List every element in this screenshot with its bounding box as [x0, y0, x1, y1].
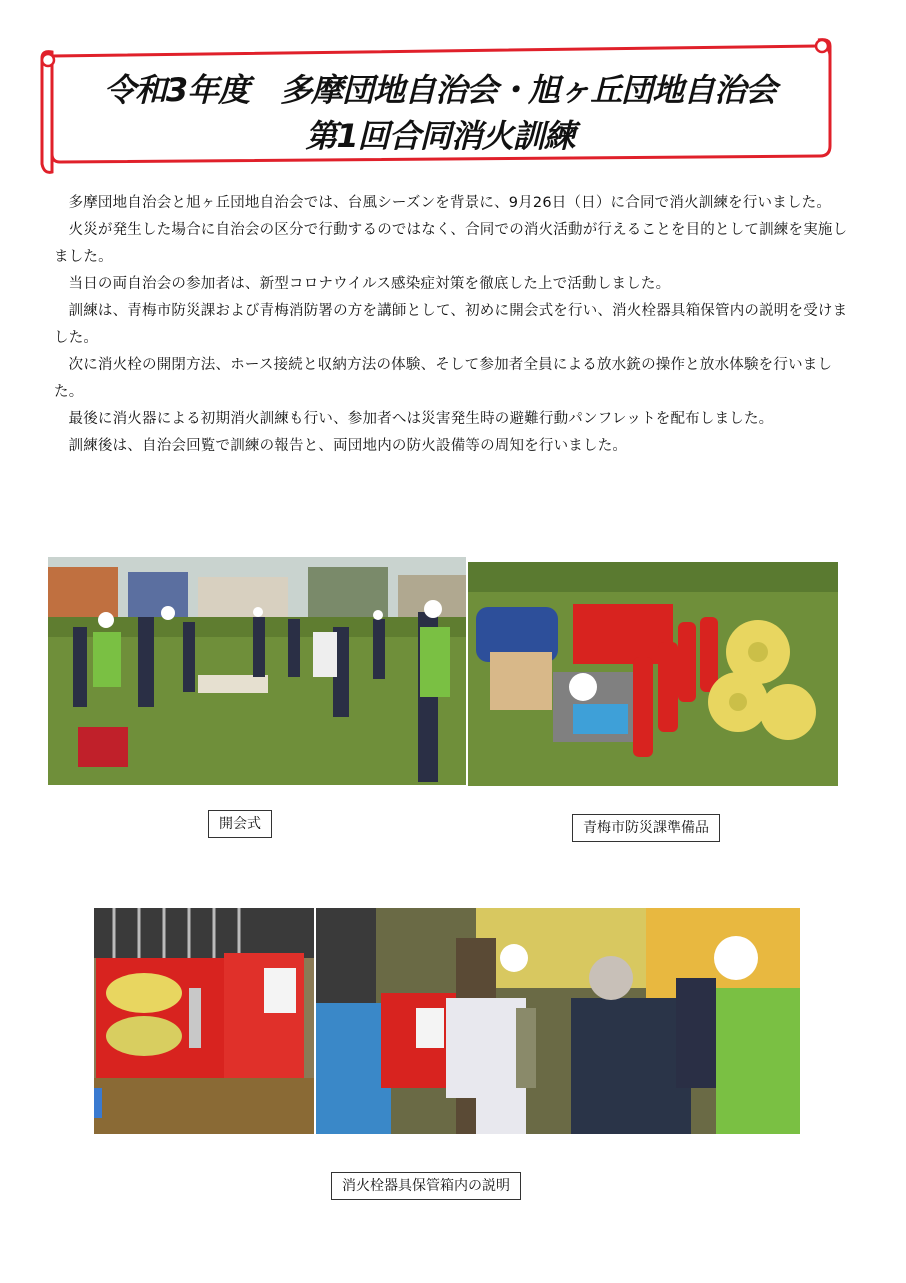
title-line-2: 第1回合同消火訓練 [305, 117, 575, 155]
paragraph-5: 次に消火栓の開閉方法、ホース接続と収納方法の体験、そして参加者全員による放水銃の操作と放水体験を行いました。 [54, 357, 833, 400]
hydrant-box-photo [94, 908, 314, 1134]
caption-equipment: 青梅市防災課準備品 [572, 814, 720, 842]
title-line-1: 令和3年度 多摩団地自治会・旭ヶ丘団地自治会 [103, 71, 777, 109]
equipment-photo [468, 562, 838, 786]
paragraph-4: 訓練は、青梅市防災課および青梅消防署の方を講師として、初めに開会式を行い、消火栓器具箱保管内の説明を受けました。 [54, 303, 848, 346]
caption-opening-ceremony: 開会式 [208, 810, 272, 838]
paragraph-6: 最後に消火器による初期消火訓練も行い、参加者へは災害発生時の避難行動パンフレットを配布しました。 [68, 411, 774, 427]
paragraph-2: 火災が発生した場合に自治会の区分で行動するのではなく、合同での消火活動が行えることを目的として訓練を実施しました。 [54, 222, 848, 265]
hydrant-explanation-photo [316, 908, 800, 1134]
paragraph-1: 多摩団地自治会と旭ヶ丘団地自治会では、台風シーズンを背景に、9月26日（日）に合同で消火訓練を行いました。 [68, 195, 832, 211]
opening-ceremony-photo [48, 557, 466, 785]
paragraph-3: 当日の両自治会の参加者は、新型コロナウイルス感染症対策を徹底した上で活動しました。 [68, 276, 671, 292]
caption-hydrant-explanation: 消火栓器具保管箱内の説明 [331, 1172, 521, 1200]
paragraph-7: 訓練後は、自治会回覧で訓練の報告と、両団地内の防火設備等の周知を行いました。 [68, 438, 628, 454]
article-body [54, 190, 860, 460]
